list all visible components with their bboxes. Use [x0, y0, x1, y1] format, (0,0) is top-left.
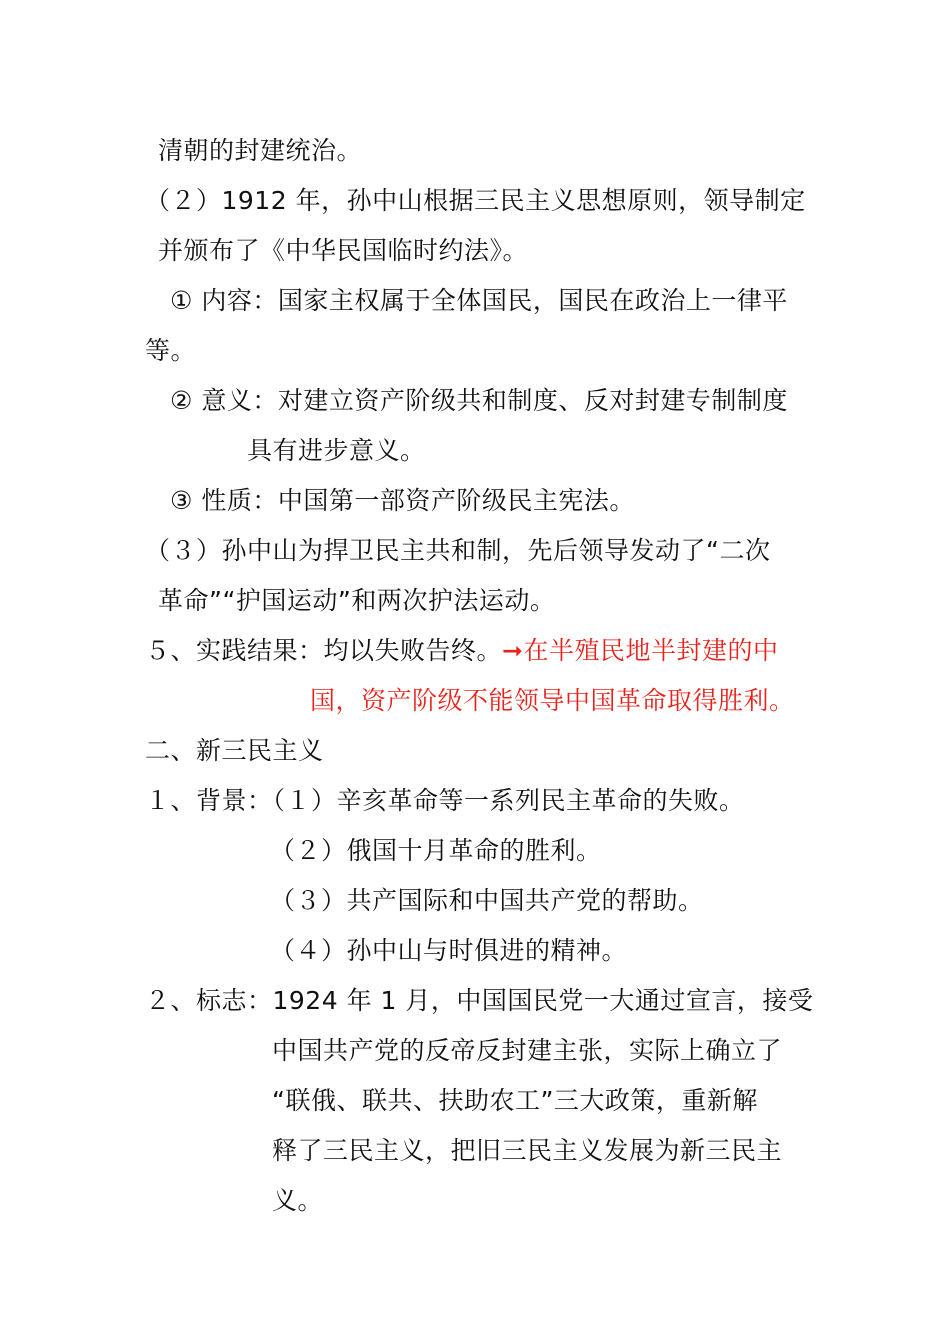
text-line-17: （３）共产国际和中国共产党的帮助。 [270, 886, 704, 915]
red-conclusion-text-1: ➞在半殖民地半封建的中 [502, 636, 779, 665]
text-line-18: （４）孙中山与时俱进的精神。 [270, 936, 628, 965]
text-line-4: ① 内容：国家主权属于全体国民，国民在政治上一律平 [170, 286, 788, 315]
text-line-1: 清朝的封建统治。 [158, 136, 363, 165]
text-line-21: “联俄、联共、扶助农工”三大政策，重新解 [272, 1086, 758, 1115]
text-line-6: ② 意义：对建立资产阶级共和制度、反对封建专制制度 [170, 386, 788, 415]
practice-result-line [145, 634, 778, 668]
text-line-15: １、背景：（１）辛亥革命等一系列民主革命的失败。 [145, 786, 745, 815]
section-heading: 二、新三民主义 [145, 736, 324, 765]
text-line-20: 中国共产党的反帝反封建主张，实际上确立了 [272, 1036, 783, 1065]
text-line-5: 等。 [145, 336, 197, 365]
text-line-8: ③ 性质：中国第一部资产阶级民主宪法。 [170, 486, 635, 515]
practice-result-text: ５、实践结果：均以失败告终。 [145, 636, 503, 665]
text-line-7: 具有进步意义。 [247, 436, 426, 465]
text-line-2: （２）1912 年，孙中山根据三民主义思想原则，领导制定 [145, 186, 806, 215]
text-line-9: （３）孙中山为捍卫民主共和制，先后领导发动了“二次 [145, 536, 771, 565]
text-line-16: （２）俄国十月革命的胜利。 [270, 836, 602, 865]
text-line-19: ２、标志：1924 年 1 月，中国国民党一大通过宣言，接受 [145, 986, 814, 1015]
text-line-23: 义。 [272, 1186, 324, 1215]
text-line-10: 革命”“护国运动”和两次护法运动。 [158, 586, 556, 615]
text-line-22: 释了三民主义，把旧三民主义发展为新三民主 [272, 1136, 783, 1165]
red-conclusion-text-2: 国，资产阶级不能领导中国革命取得胜利。 [310, 686, 795, 715]
text-line-3: 并颁布了《中华民国临时约法》。 [158, 236, 529, 265]
